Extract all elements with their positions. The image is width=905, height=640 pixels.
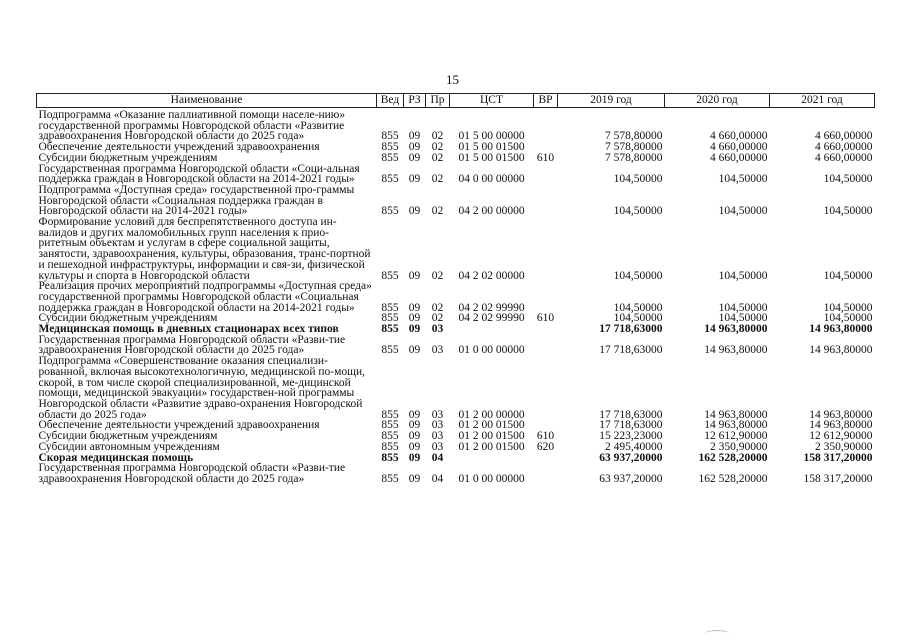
row-cst: 01 5 00 01500 — [458, 151, 525, 164]
row-cst — [450, 324, 534, 335]
header-ved: Вед — [377, 94, 404, 108]
header-2019: 2019 год — [558, 94, 665, 108]
row-rz: 09 — [408, 205, 421, 218]
row-2019: 7 578,80000 — [605, 151, 663, 164]
row-vr — [534, 453, 558, 464]
row-pr: 03 — [431, 323, 444, 336]
page-number: 15 — [446, 72, 459, 87]
row-name: Субсидии автономным учреждениям — [38, 440, 220, 453]
scan-mark — [705, 630, 729, 637]
row-cst: 04 2 00 00000 — [458, 205, 525, 218]
row-2019: 63 937,20000 — [599, 472, 663, 485]
row-name: Формирование условий для беспрепятственного доступа ин-валидов и других маломобильных групп населения к прио-ритетным объектам и услугам в сфере социальной защиты, занятости, здравоохранения, культуры, образования, транс-портной и пешеходной инфраструктуры, информации и свя-зи, физической культуры и спорта в Новгородской области — [38, 216, 371, 282]
row-ved: 855 — [381, 419, 399, 432]
table-body — [37, 108, 875, 485]
row-name: Подпрограмма «Доступная среда» государственной про-граммы Новгородской области «Социальная поддержка граждан в Новгородской области на 2014-2021 годы» — [38, 183, 355, 218]
row-pr: 02 — [431, 269, 444, 282]
row-name: Подпрограмма «Совершенствование оказания специализи-рованной, включая высокотехнологичную, медицинской по-мощи, скорой, в том числе скорой специализированной, ме-дицинской помощи, медицинской эвакуации» государствен-ной программы Новгородской области «Развитие здраво-охранения Новгородской области до 2025 года» — [38, 355, 366, 421]
row-vr — [534, 185, 558, 217]
budget-table — [36, 93, 875, 485]
row-rz: 09 — [408, 451, 421, 464]
row-2019: 104,50000 — [613, 205, 663, 218]
row-ved: 855 — [381, 312, 399, 325]
row-name: Реализация прочих мероприятий подпрограммы «Доступная среда» государственной программы Новгородской области «Социальная поддержка граждан в Новгородской области на 2014-2021 годы» — [38, 280, 372, 314]
row-cst: 01 0 00 00000 — [458, 344, 525, 357]
row-cst: 04 2 02 99990 — [458, 312, 525, 325]
row-rz: 09 — [408, 141, 421, 154]
row-rz: 09 — [408, 173, 421, 186]
table-row — [37, 153, 875, 164]
row-2020: 104,50000 — [718, 173, 768, 186]
row-cst: 01 2 00 01500 — [458, 419, 525, 432]
header-rz: РЗ — [404, 94, 426, 108]
row-2019: 17 718,63000 — [599, 344, 663, 357]
row-rz: 09 — [408, 301, 421, 314]
row-ved: 855 — [381, 269, 399, 282]
table-row — [37, 281, 875, 313]
row-name: Государственная программа Новгородской области «Разви-тие здравоохранения Новгородской области до 2025 года» — [38, 333, 346, 357]
row-rz: 09 — [408, 323, 421, 336]
row-2020: 14 963,80000 — [704, 419, 768, 432]
row-name: Медицинская помощь в дневных стационарах всех типов — [38, 323, 339, 336]
row-cst: 01 2 00 00000 — [458, 408, 525, 421]
row-cst: 04 2 02 00000 — [458, 269, 525, 282]
row-rz: 09 — [408, 130, 421, 143]
row-cst: 04 2 02 99990 — [458, 301, 525, 314]
table-row — [37, 185, 875, 217]
row-2020: 12 612,90000 — [704, 430, 768, 443]
row-pr: 03 — [431, 419, 444, 432]
row-name: Субсидии бюджетным учреждениям — [38, 430, 218, 443]
row-pr: 02 — [431, 205, 444, 218]
row-ved: 855 — [381, 173, 399, 186]
header-vr: ВР — [534, 94, 558, 108]
row-rz: 09 — [408, 151, 421, 164]
row-pr: 02 — [431, 173, 444, 186]
row-rz: 09 — [408, 269, 421, 282]
row-vr — [534, 335, 558, 356]
row-2020: 4 660,00000 — [710, 141, 768, 154]
row-2020: 14 963,80000 — [704, 344, 768, 357]
row-pr: 02 — [431, 151, 444, 164]
row-2020: 104,50000 — [718, 312, 768, 325]
row-vr — [534, 217, 558, 281]
header-2021: 2021 год — [770, 94, 875, 108]
row-2020: 104,50000 — [718, 269, 768, 282]
row-cst — [450, 453, 534, 464]
row-2019: 7 578,80000 — [605, 130, 663, 143]
row-pr: 02 — [431, 141, 444, 154]
row-2021: 158 317,20000 — [803, 451, 873, 464]
row-name: Субсидии бюджетным учреждениям — [38, 312, 218, 325]
row-2021: 2 350,90000 — [815, 440, 873, 453]
row-2019: 104,50000 — [613, 173, 663, 186]
row-2021: 104,50000 — [823, 301, 873, 314]
row-pr: 03 — [431, 408, 444, 421]
table-header-row — [37, 94, 875, 108]
row-2020: 162 528,20000 — [698, 472, 768, 485]
header-name: Наименование — [37, 94, 377, 108]
row-cst: 01 2 00 01500 — [458, 440, 525, 453]
row-2020: 2 350,90000 — [710, 440, 768, 453]
row-rz: 09 — [408, 472, 421, 485]
row-cst: 01 5 00 01500 — [458, 141, 525, 154]
row-vr — [534, 356, 558, 420]
row-2021: 12 612,90000 — [809, 430, 873, 443]
row-2019: 17 718,63000 — [599, 419, 663, 432]
row-2019: 17 718,63000 — [599, 408, 663, 421]
row-vr — [534, 281, 558, 313]
row-2020: 104,50000 — [718, 205, 768, 218]
row-pr: 02 — [431, 301, 444, 314]
row-2020: 14 963,80000 — [704, 323, 768, 336]
row-rz: 09 — [408, 312, 421, 325]
row-pr: 02 — [431, 130, 444, 143]
row-rz: 09 — [408, 408, 421, 421]
header-cst: ЦСТ — [450, 94, 534, 108]
row-2020: 4 660,00000 — [710, 130, 768, 143]
row-2021: 104,50000 — [823, 173, 873, 186]
table-row — [37, 164, 875, 185]
row-ved: 855 — [381, 323, 399, 336]
row-name: Скорая медицинская помощь — [38, 451, 194, 464]
row-name: Обеспечение деятельности учреждений здравоохранения — [38, 141, 320, 154]
row-ved: 855 — [381, 205, 399, 218]
row-ved: 855 — [381, 408, 399, 421]
row-rz: 09 — [408, 419, 421, 432]
table-row — [37, 110, 875, 142]
row-vr: 610 — [536, 430, 555, 443]
row-ved: 855 — [381, 344, 399, 357]
row-ved: 855 — [381, 440, 399, 453]
row-rz: 09 — [408, 440, 421, 453]
row-pr: 04 — [431, 451, 444, 464]
row-cst: 01 5 00 00000 — [458, 130, 525, 143]
row-pr: 02 — [431, 312, 444, 325]
row-2021: 4 660,00000 — [815, 130, 873, 143]
table-row — [37, 463, 875, 484]
row-2020: 4 660,00000 — [710, 151, 768, 164]
row-2021: 4 660,00000 — [815, 151, 873, 164]
row-2021: 14 963,80000 — [809, 408, 873, 421]
row-name: Обеспечение деятельности учреждений здравоохранения — [38, 419, 320, 432]
row-pr: 03 — [431, 430, 444, 443]
row-2021: 104,50000 — [823, 312, 873, 325]
row-cst: 04 0 00 00000 — [458, 173, 525, 186]
row-2019: 104,50000 — [613, 301, 663, 314]
row-vr — [534, 110, 558, 142]
row-cst: 01 0 00 00000 — [458, 472, 525, 485]
row-ved: 855 — [381, 430, 399, 443]
header-pr: Пр — [426, 94, 450, 108]
row-2020: 104,50000 — [718, 301, 768, 314]
row-2020: 162 528,20000 — [698, 451, 768, 464]
row-2021: 4 660,00000 — [815, 141, 873, 154]
table-row — [37, 335, 875, 356]
row-2019: 2 495,40000 — [605, 440, 663, 453]
row-vr: 620 — [536, 440, 555, 453]
row-vr — [534, 164, 558, 185]
row-2019: 7 578,80000 — [605, 141, 663, 154]
table-row — [37, 217, 875, 281]
row-2020: 14 963,80000 — [704, 408, 768, 421]
row-2019: 104,50000 — [613, 312, 663, 325]
row-name: Государственная программа Новгородской области «Разви-тие здравоохранения Новгородской области до 2025 года» — [38, 462, 346, 485]
row-2021: 14 963,80000 — [809, 344, 873, 357]
row-2019: 63 937,20000 — [599, 451, 663, 464]
row-2019: 15 223,23000 — [599, 430, 663, 443]
row-name: Подпрограмма «Оказание паллиативной помощи населе-нию» государственной программы Новгородской области «Развитие здравоохранения Новгородской области до 2025 года» — [38, 109, 346, 143]
row-vr — [534, 463, 558, 484]
row-ved: 855 — [381, 301, 399, 314]
table-row — [37, 442, 875, 453]
row-2019: 104,50000 — [613, 269, 663, 282]
row-ved: 855 — [381, 472, 399, 485]
row-pr: 03 — [431, 344, 444, 357]
row-ved: 855 — [381, 151, 399, 164]
row-2021: 104,50000 — [823, 269, 873, 282]
row-cst: 01 2 00 01500 — [458, 430, 525, 443]
row-ved: 855 — [381, 451, 399, 464]
row-vr: 610 — [536, 151, 555, 164]
row-ved: 855 — [381, 141, 399, 154]
row-name: Государственная программа Новгородской области «Соци-альная поддержка граждан в Новгородской области на 2014-2021 годы» — [38, 162, 360, 186]
row-2021: 14 963,80000 — [809, 419, 873, 432]
row-2021: 104,50000 — [823, 205, 873, 218]
row-ved: 855 — [381, 130, 399, 143]
row-pr: 03 — [431, 440, 444, 453]
header-2020: 2020 год — [665, 94, 770, 108]
row-2019: 17 718,63000 — [599, 323, 663, 336]
row-2021: 158 317,20000 — [803, 472, 873, 485]
row-name: Субсидии бюджетным учреждениям — [38, 151, 218, 164]
row-vr: 610 — [536, 312, 555, 325]
row-vr — [534, 324, 558, 335]
row-rz: 09 — [408, 344, 421, 357]
row-rz: 09 — [408, 430, 421, 443]
table-row — [37, 356, 875, 420]
row-pr: 04 — [431, 472, 444, 485]
row-2021: 14 963,80000 — [809, 323, 873, 336]
